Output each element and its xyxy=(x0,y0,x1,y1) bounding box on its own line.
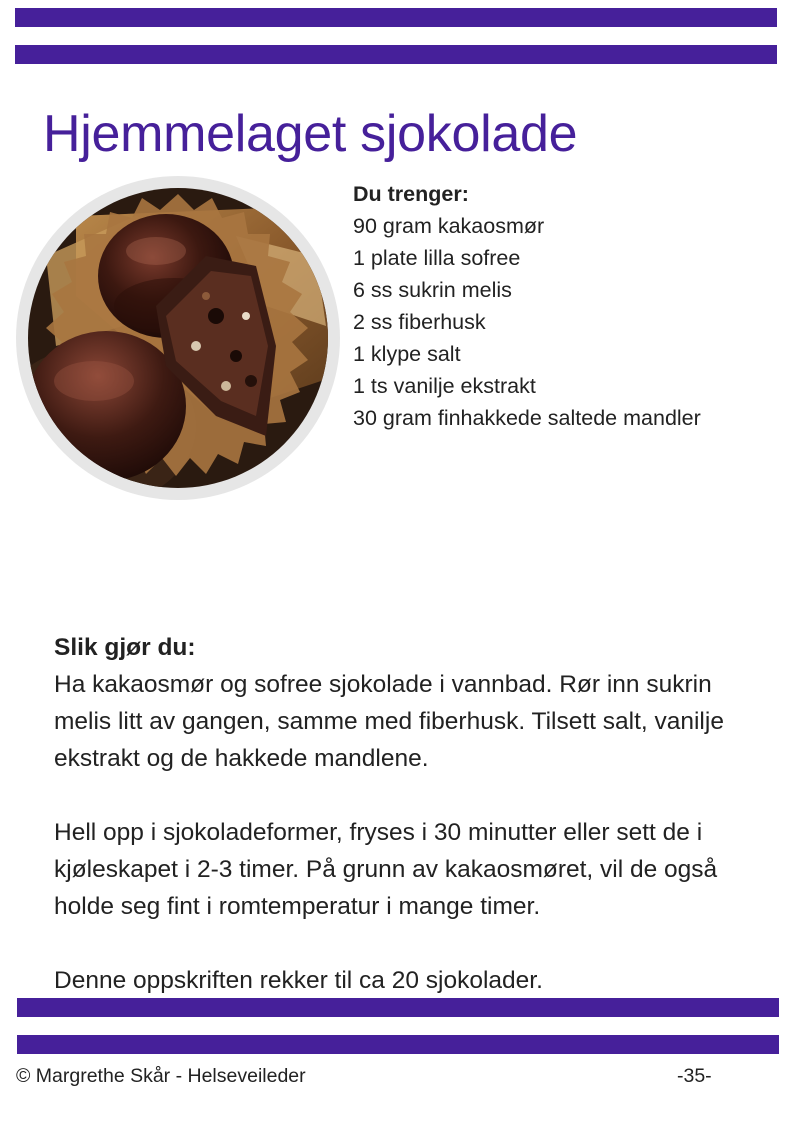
ingredient-item: 1 klype salt xyxy=(353,342,461,366)
ingredients-heading: Du trenger: xyxy=(353,182,469,206)
ingredient-item: 1 plate lilla sofree xyxy=(353,246,521,270)
ingredient-item: 6 ss sukrin melis xyxy=(353,278,512,302)
method-paragraph: Denne oppskriften rekker til ca 20 sjokolader. xyxy=(54,967,543,994)
ingredients-section xyxy=(353,178,773,434)
ingredients-list xyxy=(353,210,773,434)
method-section xyxy=(54,629,764,999)
ingredient-item: 90 gram kakaosmør xyxy=(353,214,545,238)
method-paragraph: Hell opp i sjokoladeformer, fryses i 30 minutter eller sett de i kjøleskapet i 2-3 timer. På grunn av kakaosmøret, vil de også holde seg fint i romtemperatur i mange timer. xyxy=(54,819,718,920)
ingredient-item: 30 gram finhakkede saltede mandler xyxy=(353,406,701,430)
footer-bar-bottom xyxy=(17,1035,779,1054)
header-bar-bottom xyxy=(15,45,777,64)
header-bar-top xyxy=(15,8,777,27)
footer-copyright: © Margrethe Skår - Helseveileder xyxy=(16,1065,306,1087)
page-title: Hjemmelaget sjokolade xyxy=(43,105,578,163)
footer-bar-top xyxy=(17,998,779,1017)
method-paragraph: Ha kakaosmør og sofree sjokolade i vannbad. Rør inn sukrin melis litt av gangen, samme med fiberhusk. Tilsett salt, vanilje ekstrakt og de hakkede mandlene. xyxy=(54,671,724,772)
chocolate-photo xyxy=(16,176,340,500)
page-number: -35- xyxy=(677,1065,712,1087)
ingredient-item: 2 ss fiberhusk xyxy=(353,310,486,334)
ingredient-item: 1 ts vanilje ekstrakt xyxy=(353,374,536,398)
method-heading: Slik gjør du: xyxy=(54,634,196,661)
